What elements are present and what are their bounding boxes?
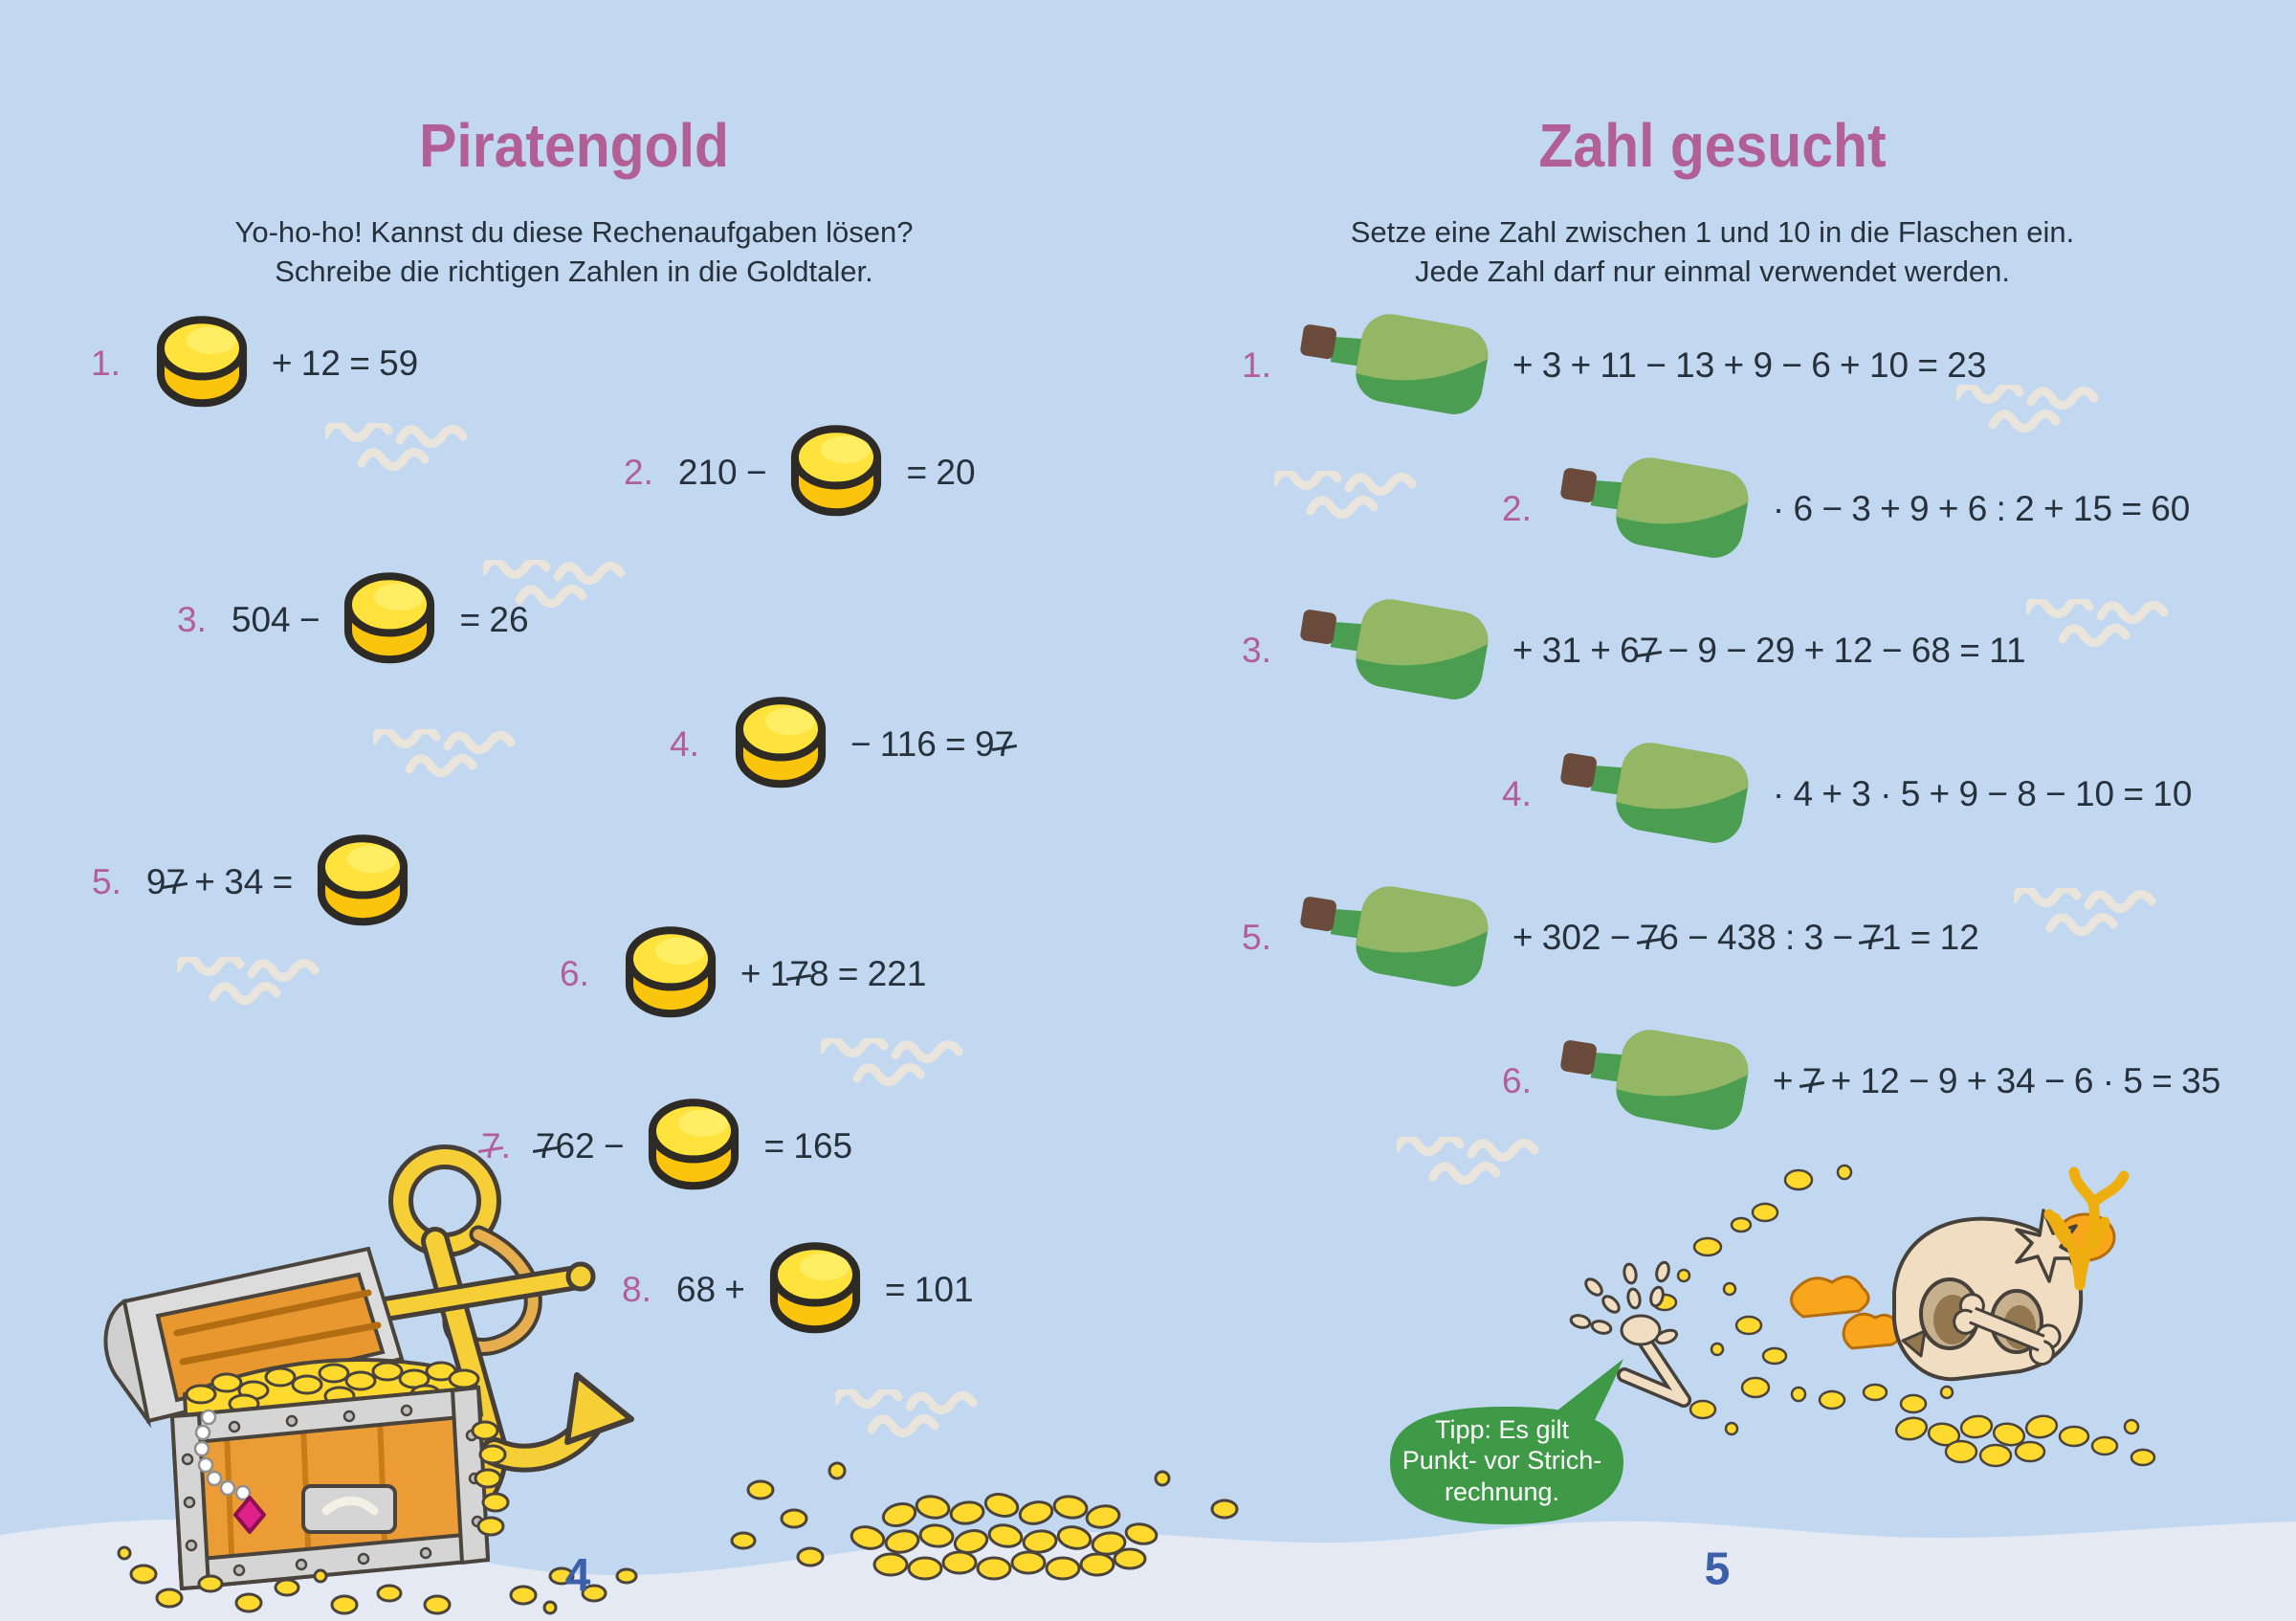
problem-row-left-1 [91, 314, 418, 413]
problem-row-left-5 [92, 833, 419, 932]
problem-number: 4. [1502, 773, 1532, 813]
problem-row-left-3 [177, 570, 529, 670]
equation-after: + 12 = 59 [271, 344, 419, 383]
equation: · 4 + 3 · 5 + 9 − 8 − 10 = 10 [1772, 773, 2193, 813]
left-subtitle-line2: Schreibe die richtigen Zahlen in die Goldtaler. [275, 255, 873, 288]
problem-row-right-1 [1242, 304, 1986, 426]
equation-before: 504 − [231, 600, 320, 639]
wave-squiggle [1274, 471, 1418, 530]
message-bottle-answer-slot[interactable] [1296, 877, 1499, 998]
problem-number: 4. [670, 724, 699, 764]
treasure-chest-illustration [53, 1134, 713, 1617]
gold-coin-answer-slot[interactable] [306, 833, 419, 932]
right-subtitle-line1: Setze eine Zahl zwischen 1 und 10 in die Flaschen ein. [1350, 215, 2075, 249]
equation-before: 762 − [535, 1126, 625, 1166]
equation-after: + 178 = 221 [740, 954, 927, 993]
gold-coin-answer-slot[interactable] [333, 570, 446, 670]
page-title-left: Piratengold [419, 110, 729, 180]
equation: + 302 − 76 − 438 : 3 − 71 = 12 [1512, 917, 1979, 957]
problem-number: 6. [560, 954, 589, 993]
page-title-right: Zahl gesucht [1538, 110, 1887, 180]
problem-number: 2. [1502, 488, 1532, 528]
page-number-left: 4 [564, 1550, 591, 1602]
tip-line1: Tipp: Es gilt [1434, 1415, 1570, 1444]
problem-row-right-6 [1502, 1020, 2220, 1142]
problem-number: 5. [1242, 917, 1271, 957]
equation-after: = 20 [906, 453, 976, 492]
message-bottle-answer-slot[interactable] [1296, 304, 1499, 426]
gold-coin-answer-slot[interactable] [637, 1097, 750, 1196]
problem-number: 5. [92, 862, 121, 901]
problem-number: 1. [1242, 344, 1271, 385]
wave-squiggle [2026, 599, 2170, 658]
gold-coin-answer-slot[interactable] [614, 924, 727, 1024]
equation-before: 210 − [677, 453, 767, 492]
tip-text [1385, 1414, 1619, 1507]
skull-icon [1894, 1210, 2114, 1379]
problem-row-left-2 [624, 423, 976, 522]
gold-coin-answer-slot[interactable] [724, 695, 837, 794]
problem-number: 3. [177, 600, 207, 639]
problem-row-right-4 [1502, 733, 2192, 855]
equation-after: − 116 = 97 [850, 724, 1015, 764]
equation: + 31 + 67 − 9 − 29 + 12 − 68 = 11 [1512, 630, 2026, 670]
problem-row-right-5 [1242, 877, 1979, 998]
equation-after: = 26 [459, 600, 529, 639]
wave-squiggle [177, 957, 320, 1016]
wave-squiggle [325, 423, 469, 482]
equation-before: 97 + 34 = [145, 862, 294, 901]
problem-row-right-2 [1502, 448, 2190, 569]
wave-squiggle [821, 1038, 964, 1098]
message-bottle-answer-slot[interactable] [1296, 589, 1499, 711]
page-number-right: 5 [1704, 1543, 1731, 1595]
wave-squiggle [373, 729, 517, 788]
problem-row-left-8 [622, 1240, 974, 1340]
equation: + 7 + 12 − 9 + 34 − 6 · 5 = 35 [1772, 1060, 2221, 1100]
gold-coin-answer-slot[interactable] [759, 1240, 872, 1340]
message-bottle-answer-slot[interactable] [1556, 1020, 1759, 1142]
tip-line2: Punkt- vor Strich- [1402, 1446, 1602, 1476]
problem-number: 2. [624, 453, 653, 492]
problem-number: 8. [622, 1270, 651, 1309]
right-subtitle-line2: Jede Zahl darf nur einmal verwendet werden. [1414, 255, 2011, 288]
gold-coin-answer-slot[interactable] [780, 423, 893, 522]
problem-number: 7. [481, 1126, 511, 1166]
equation: · 6 − 3 + 9 + 6 : 2 + 15 = 60 [1772, 488, 2191, 528]
equation: + 3 + 11 − 13 + 9 − 6 + 10 = 23 [1512, 344, 1987, 385]
problem-row-right-3 [1242, 589, 2026, 711]
left-subtitle-line1: Yo-ho-ho! Kannst du diese Rechenaufgaben lösen? [234, 215, 914, 249]
message-bottle-answer-slot[interactable] [1556, 448, 1759, 569]
problem-number: 1. [91, 344, 121, 383]
problem-number: 3. [1242, 630, 1271, 670]
equation-after: = 101 [884, 1270, 974, 1309]
wave-squiggle [2014, 888, 2157, 947]
message-bottle-answer-slot[interactable] [1556, 733, 1759, 855]
problem-row-left-7 [481, 1097, 852, 1196]
equation-before: 68 + [675, 1270, 745, 1309]
tip-line3: rechnung. [1444, 1477, 1560, 1506]
coin-pile-illustration [703, 1450, 1296, 1603]
problem-row-left-4 [670, 695, 1014, 794]
problem-number: 6. [1502, 1060, 1532, 1100]
equation-after: = 165 [763, 1126, 853, 1166]
problem-row-left-6 [560, 924, 926, 1024]
gold-coin-answer-slot[interactable] [145, 314, 258, 413]
